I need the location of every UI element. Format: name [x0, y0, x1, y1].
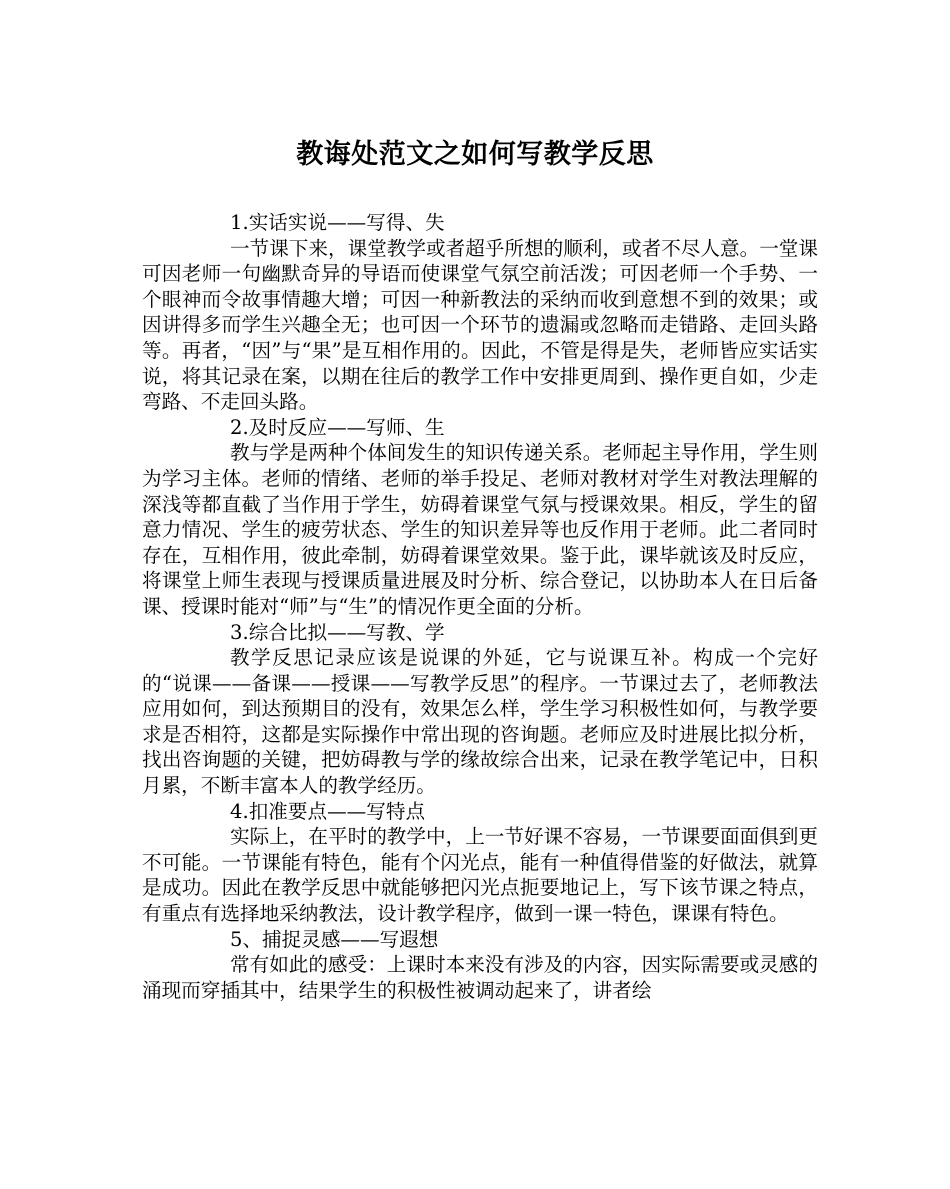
paragraph-4: 实际上，在平时的教学中，上一节好课不容易，一节课要面面俱到更不可能。一节课能有特色，能有个闪光点，能有一种值得借鉴的好做法，就算是成功。因此在教学反思中就能够把闪光点扼要地记上，写下该节课之特点，有重点有选择地采纳教法，设计教学程序，做到一课一特色，课课有特色。 — [142, 825, 818, 926]
paragraph-5: 常有如此的感受：上课时本来没有涉及的内容，因实际需要或灵感的涌现而穿插其中，结果学生的积极性被调动起来了，讲者绘 — [142, 953, 818, 1002]
document-title: 教诲处范文之如何写教学反思 — [296, 139, 654, 170]
paragraph-2: 教与学是两种个体间发生的知识传递关系。老师起主导作用，学生则为学习主体。老师的情绪、老师的举手投足、老师对教材对学生对教法理解的深浅等都直截了当作用于学生，妨碍着课堂气氛与授课效果。相反，学生的留意力情况、学生的疲劳状态、学生的知识差异等也反作用于老师。此二者同时存在，互相作用，彼此牵制，妨碍着课堂效果。鉴于此，课毕就该及时反应，将课堂上师生表现与授课质量进展及时分析、综合登记，以协助本人在日后备课、授课时能对“师”与“生”的情况作更全面的分析。 — [142, 441, 818, 618]
paragraph-1: 一节课下来，课堂教学或者超乎所想的顺利，或者不尽人意。一堂课可因老师一句幽默奇异的导语而使课堂气氛空前活泼；可因老师一个手势、一个眼神而令故事情趣大增；可因一种新教法的采纳而收到意想不到的效果；或因讲得多而学生兴趣全无；也可因一个环节的遗漏或忽略而走错路、走回头路等。再者，“因”与“果”是互相作用的。因此，不管是得是失，老师皆应实话实说，将其记录在案，以期在往后的教学工作中安排更周到、操作更自如，少走弯路、不走回头路。 — [142, 236, 818, 414]
section-heading-1: 1.实话实说——写得、失 — [230, 211, 445, 234]
section-heading-2: 2.及时反应——写师、生 — [230, 415, 445, 439]
section-heading-4: 4.扣准要点——写特点 — [230, 799, 426, 823]
section-heading-5: 5、捕捉灵感——写遐想 — [230, 927, 439, 951]
document-body — [142, 210, 818, 1003]
section-heading-3: 3.综合比拟——写教、学 — [230, 620, 445, 644]
paragraph-3: 教学反思记录应该是说课的外延，它与说课互补。构成一个完好的“说课——备课——授课——写教学反思”的程序。一节课过去了，老师教法应用如何，到达预期目的没有，效果怎么样，学生学习积极性如何，与教学要求是否相符，这都是实际操作中常出现的咨询题。老师应及时进展比拟分析，找出咨询题的关键，把妨碍教与学的缘故综合出来，记录在教学笔记中，日积月累，不断丰富本人的教学经历。 — [142, 646, 818, 798]
